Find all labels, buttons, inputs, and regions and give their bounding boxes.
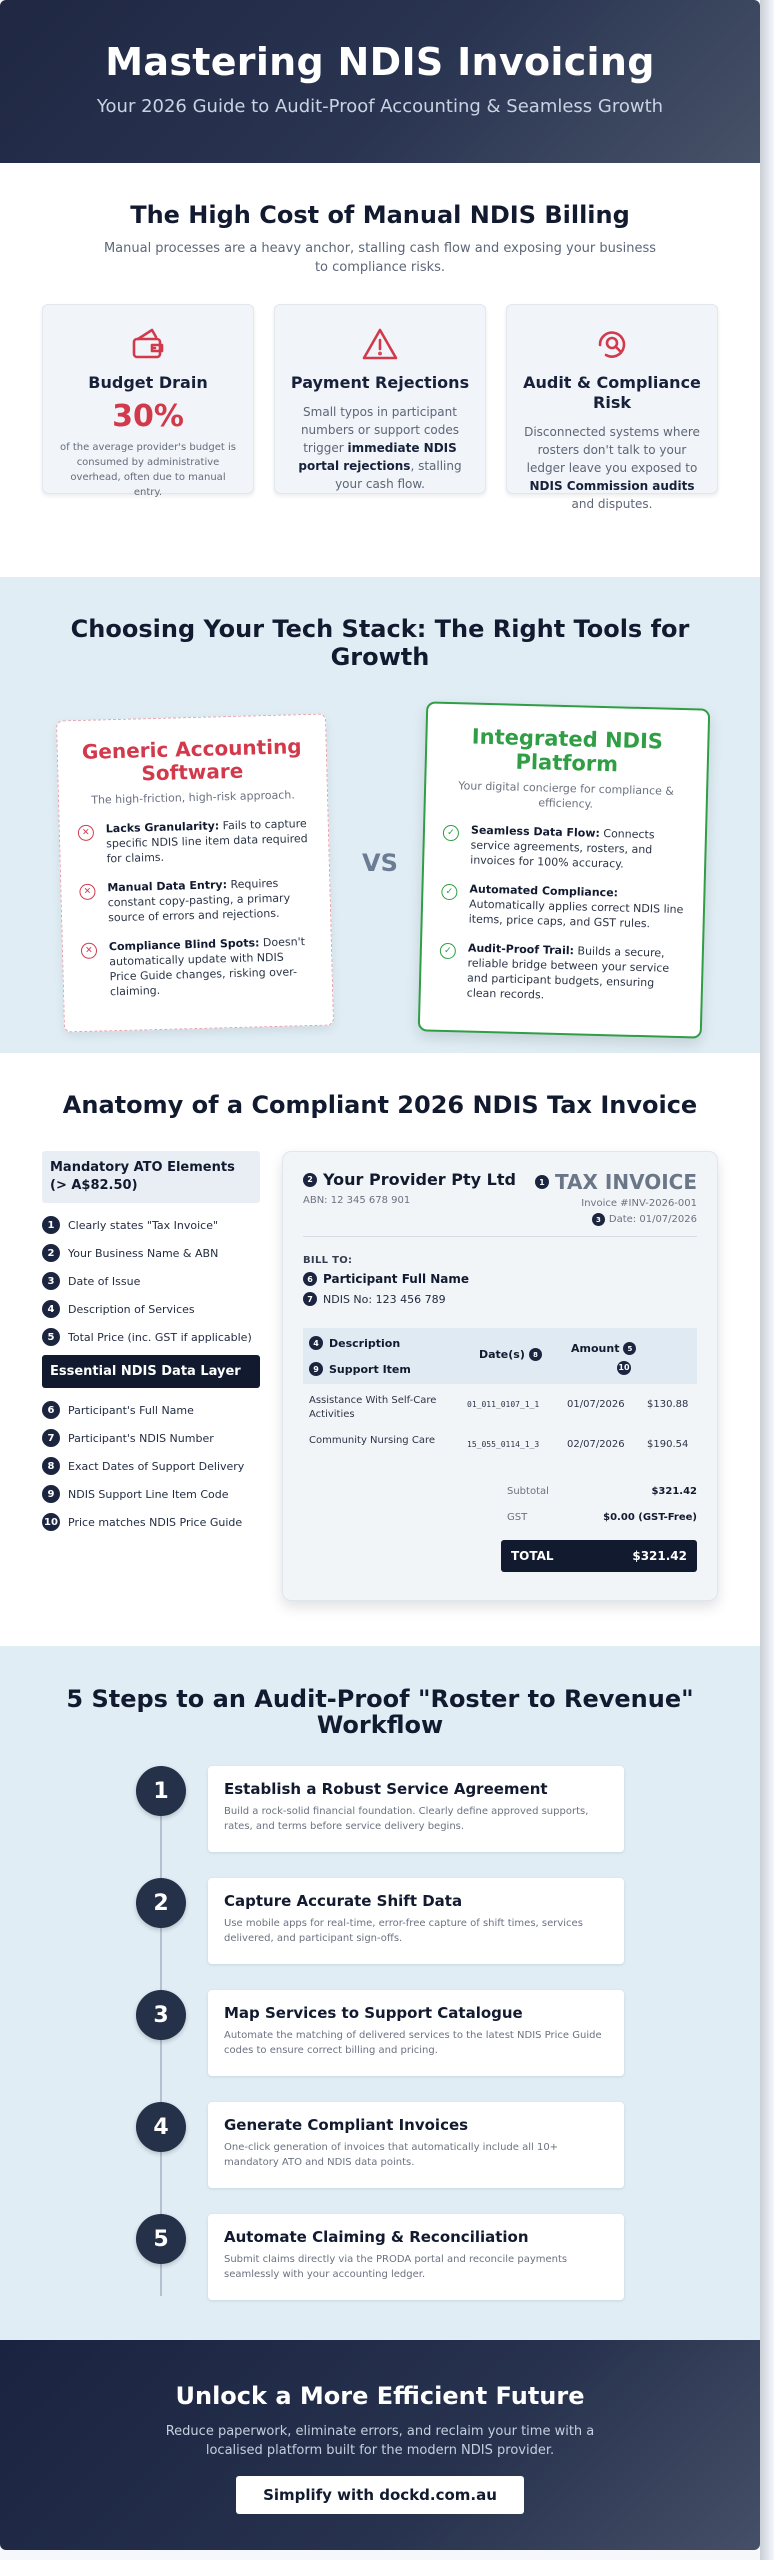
- step-title: Establish a Robust Service Agreement: [224, 1780, 548, 1798]
- bill-to-label: BILL TO:: [303, 1255, 353, 1266]
- integrated-platform-card: [418, 701, 711, 1038]
- subtotal-row: Subtotal $321.42: [507, 1486, 697, 1497]
- page-title: Mastering NDIS Invoicing: [105, 40, 655, 84]
- cross-icon: ✕: [81, 943, 97, 959]
- budget-drain-card: [42, 304, 254, 498]
- cost-subtitle: Manual processes are a heavy anchor, stalling cash flow and exposing your business to compliance risks.: [103, 241, 657, 275]
- card-title: Payment Rejections: [290, 373, 470, 392]
- workflow-step: [136, 1878, 626, 1964]
- workflow-step: [136, 1766, 626, 1852]
- cta-button[interactable]: Simplify with dockd.com.au: [236, 2476, 524, 2514]
- invoice-anatomy-section: [0, 1053, 760, 1646]
- step-text: Automate the matching of delivered services to the latest NDIS Price Guide codes to ensure correct billing and pricing.: [224, 2030, 602, 2056]
- footer-title: Unlock a More Efficient Future: [175, 2382, 585, 2410]
- provider-abn: ABN: 12 345 678 901: [303, 1195, 411, 1206]
- list-item: 5 Total Price (inc. GST if applicable): [42, 1323, 260, 1351]
- total-bar: TOTAL $321.42: [501, 1540, 697, 1572]
- workflow-step: [136, 2102, 626, 2188]
- cross-icon: ✕: [78, 825, 94, 841]
- footer-text: Reduce paperwork, eliminate errors, and reclaim your time with a localised platform built for the modern NDIS provider.: [165, 2424, 595, 2458]
- cross-icon: ✕: [79, 884, 95, 900]
- elements-list: [42, 1151, 260, 1536]
- check-icon: ✓: [443, 825, 459, 841]
- step-number: 3: [136, 1990, 186, 2040]
- list-item: 10 Price matches NDIS Price Guide: [42, 1508, 260, 1536]
- step-number: 5: [136, 2214, 186, 2264]
- generic-software-card: [56, 714, 334, 1033]
- step-text: One-click generation of invoices that automatically include all 10+ mandatory ATO and NDIS data points.: [224, 2142, 559, 2168]
- list-item: 1 Clearly states "Tax Invoice": [42, 1211, 260, 1239]
- step-text: Build a rock-solid financial foundation. Clearly define approved supports, rates, and terms before service delivery begins.: [224, 1806, 589, 1832]
- ato-elements-heading: Mandatory ATO Elements (> A$82.50): [42, 1151, 260, 1203]
- cost-title: The High Cost of Manual NDIS Billing: [130, 201, 630, 229]
- anatomy-title: Anatomy of a Compliant 2026 NDIS Tax Invoice: [62, 1091, 698, 1119]
- provider-name: 2 Your Provider Pty Ltd: [303, 1170, 516, 1189]
- generic-feature: ✕ Lacks Granularity: Fails to capture specific NDIS line item data required for claims.: [78, 816, 311, 867]
- ndis-layer-heading: Essential NDIS Data Layer: [42, 1355, 260, 1388]
- participant-ndis-number: 7 NDIS No: 123 456 789: [303, 1292, 697, 1306]
- tech-stack-title: Choosing Your Tech Stack: The Right Tools for Growth: [70, 615, 690, 671]
- cost-section: [0, 163, 760, 577]
- step-text: Submit claims directly via the PRODA portal and reconcile payments seamlessly with your accounting ledger.: [224, 2254, 568, 2280]
- step-number: 2: [136, 1878, 186, 1928]
- payment-rejections-card: [274, 304, 486, 494]
- list-item: 6 Participant's Full Name: [42, 1396, 260, 1424]
- step-title: Generate Compliant Invoices: [224, 2116, 469, 2134]
- integrated-feature: ✓ Audit-Proof Trail: Builds a secure, reliable bridge between your service and participant budgets, ensuring clean records.: [439, 940, 684, 1006]
- step-text: Use mobile apps for real-time, error-free capture of shift times, services delivered, and participant sign-offs.: [224, 1918, 583, 1944]
- card-text: Disconnected systems where rosters don't talk to your ledger leave you exposed to NDIS Commission audits and disputes.: [524, 425, 700, 511]
- check-icon: ✓: [440, 943, 456, 959]
- versus-label: VS: [362, 849, 398, 877]
- invoice-heading: 1 TAX INVOICE: [535, 1170, 697, 1194]
- table-row: Community Nursing Care 15_055_0114_1_3 02/07/2026 $190.54: [309, 1435, 689, 1450]
- invoice-date: 3 Date: 01/07/2026: [535, 1213, 697, 1226]
- list-item: 8 Exact Dates of Support Delivery: [42, 1452, 260, 1480]
- generic-title: Generic Accounting Software: [81, 734, 302, 786]
- audit-risk-card: [506, 304, 718, 511]
- step-number: 1: [136, 1766, 186, 1816]
- integrated-feature: ✓ Seamless Data Flow: Connects service agreements, rosters, and invoices for 100% accuracy.: [442, 822, 687, 873]
- participant-name: 6 Participant Full Name: [303, 1272, 697, 1286]
- invoice-table-header: 4 Description 9 Support Item Date(s) 8 Amount 5 10: [303, 1328, 697, 1384]
- list-item: 9 NDIS Support Line Item Code: [42, 1480, 260, 1508]
- cta-footer: [0, 2340, 760, 2550]
- check-icon: ✓: [441, 884, 457, 900]
- generic-tagline: The high-friction, high-risk approach.: [91, 788, 295, 807]
- card-title: Budget Drain: [88, 373, 208, 392]
- list-item: 7 Participant's NDIS Number: [42, 1424, 260, 1452]
- page-edge-shadow: [760, 0, 774, 2560]
- step-title: Map Services to Support Catalogue: [224, 2004, 523, 2022]
- integrated-feature: ✓ Automated Compliance: Automatically applies correct NDIS line items, price caps, and GST rules.: [440, 881, 685, 932]
- table-row: Assistance With Self-Care Activities 01_011_0107_1_1 01/07/2026 $130.88: [309, 1395, 689, 1420]
- sample-invoice: [282, 1151, 718, 1601]
- gst-row: GST $0.00 (GST-Free): [507, 1512, 697, 1523]
- budget-stat: 30%: [112, 399, 184, 434]
- workflow-step: [136, 2214, 626, 2300]
- workflow-section: [0, 1646, 760, 2340]
- integrated-tagline: Your digital concierge for compliance & efficiency.: [458, 779, 675, 811]
- wallet-icon: [57, 325, 239, 365]
- card-text: of the average provider's budget is consumed by administrative overhead, often due to manual entry.: [60, 442, 236, 498]
- list-item: 3 Date of Issue: [42, 1267, 260, 1295]
- workflow-title: 5 Steps to an Audit-Proof "Roster to Revenue" Workflow: [66, 1685, 694, 1739]
- card-text: Small typos in participant numbers or support codes trigger immediate NDIS portal rejections, stalling your cash flow.: [298, 405, 462, 491]
- integrated-title: Integrated NDIS Platform: [471, 724, 664, 777]
- generic-feature: ✕ Compliance Blind Spots: Doesn't automatically update with NDIS Price Guide changes, risking over-claiming.: [81, 934, 314, 1000]
- search-icon: [521, 325, 703, 365]
- list-item: 4 Description of Services: [42, 1295, 260, 1323]
- list-item: 2 Your Business Name & ABN: [42, 1239, 260, 1267]
- page-subtitle: Your 2026 Guide to Audit-Proof Accounting & Seamless Growth: [96, 96, 664, 117]
- generic-feature: ✕ Manual Data Entry: Requires constant copy-pasting, a primary source of errors and rejections.: [79, 875, 312, 926]
- invoice-number: Invoice #INV-2026-001: [581, 1198, 697, 1209]
- step-number: 4: [136, 2102, 186, 2152]
- card-title: Audit & Compliance Risk: [523, 373, 701, 412]
- step-title: Capture Accurate Shift Data: [224, 1892, 463, 1910]
- tech-stack-section: [0, 577, 760, 1053]
- hero-header: [0, 0, 760, 163]
- step-title: Automate Claiming & Reconciliation: [224, 2228, 529, 2246]
- warning-icon: [289, 325, 471, 365]
- workflow-step: [136, 1990, 626, 2076]
